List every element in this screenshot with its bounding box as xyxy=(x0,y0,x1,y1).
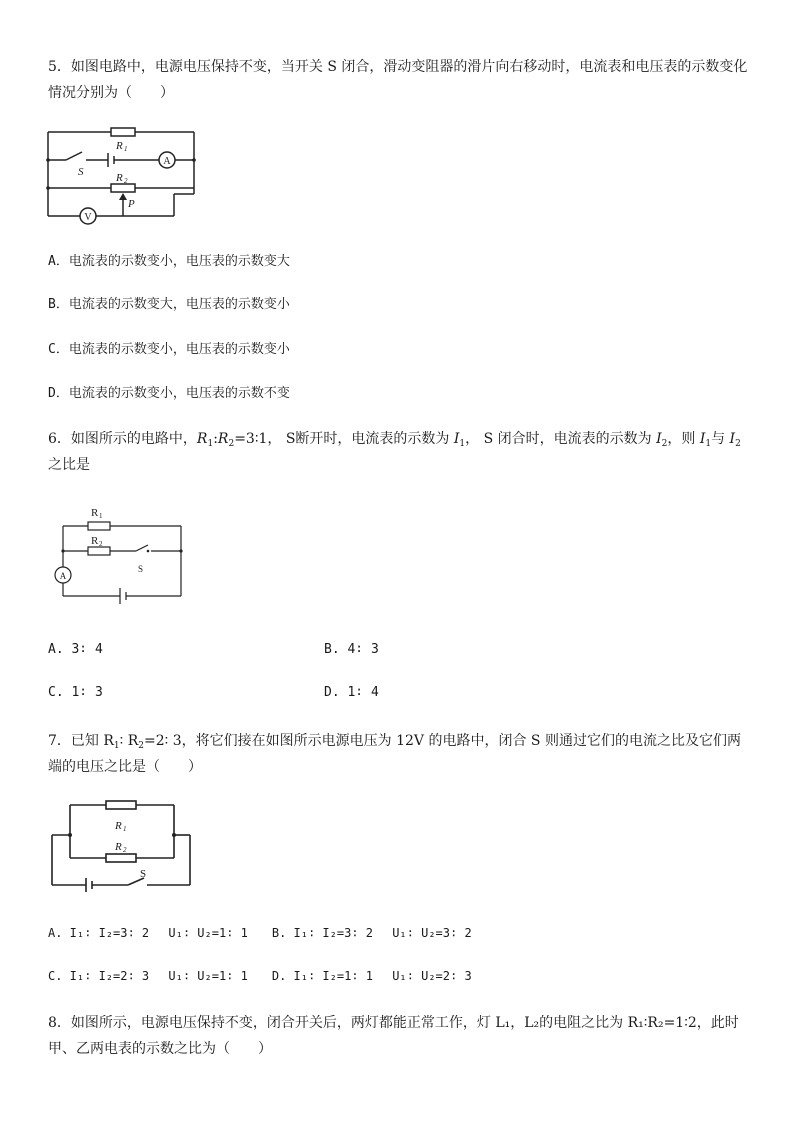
q5-option-a[interactable]: A．电流表的示数变小，电压表的示数变大 xyxy=(48,254,290,269)
q7-label-r1-sub: 1 xyxy=(123,825,127,833)
q6-label-r2: R xyxy=(91,535,99,547)
circuit-diagram-q5 xyxy=(48,122,208,222)
q5-voltmeter-label: V xyxy=(84,212,92,223)
q7-label-r1: R xyxy=(115,820,122,832)
question-7-stem: 7．已知 $R_1∶$ $R_2=2∶$ 3，将它们接在如图所示电源电压为 12V 的电路中，闭合 S 则通过它们的电流之比及它们两端的电压之比是（ ） xyxy=(48,733,741,775)
q6-ammeter-label: A xyxy=(59,571,67,581)
q7-label-r2-sub: 2 xyxy=(123,846,127,854)
circuit-diagram-q7 xyxy=(48,800,198,895)
question-6-stem: 6．如图所示的电路中，$R_1:R_2=3∶1$， S断开时，电流表的示数为 $I_1$， S 闭合时，电流表的示数为 $I_2$，则 $I_1$与 $I_2$之比是 xyxy=(48,431,741,473)
q6-option-a[interactable]: A. 3∶ 4 xyxy=(48,642,103,657)
q6-option-d[interactable]: D. 1∶ 4 xyxy=(324,685,379,700)
q7-option-c-d[interactable]: C. I₁∶ I₂=2∶ 3 U₁∶ U₂=1∶ 1 D. I₁∶ I₂=1∶ 1 U₁∶ U₂=2∶ 3 xyxy=(48,969,472,983)
q5-label-r1: R xyxy=(116,140,123,152)
q6-label-r1-sub: 1 xyxy=(99,512,103,520)
q5-label-r2-sub: 2 xyxy=(124,177,128,185)
q5-label-p: P xyxy=(128,198,135,210)
q5-label-s: S xyxy=(78,166,84,178)
q5-option-d[interactable]: D．电流表的示数变小，电压表的示数不变 xyxy=(48,386,290,401)
q5-label-r1-sub: 1 xyxy=(124,145,128,153)
circuit-diagram-q6 xyxy=(50,504,190,604)
q5-option-b[interactable]: B．电流表的示数变大，电压表的示数变小 xyxy=(48,297,290,312)
q6-label-s: S xyxy=(138,564,144,574)
q5-option-c[interactable]: C．电流表的示数变小，电压表的示数变小 xyxy=(48,342,290,357)
q6-option-b[interactable]: B. 4∶ 3 xyxy=(324,642,379,657)
q7-option-a-b[interactable]: A. I₁∶ I₂=3∶ 2 U₁∶ U₂=1∶ 1 B. I₁∶ I₂=3∶ 2 U₁∶ U₂=3∶ 2 xyxy=(48,926,472,940)
question-8-stem: 8．如图所示，电源电压保持不变，闭合开关后，两灯都能正常工作，灯 L₁，L₂的电阻之比为 R₁∶R₂=1∶2，此时甲、乙两电表的示数之比为（ ） xyxy=(48,1015,739,1057)
q5-label-r2: R xyxy=(116,172,123,184)
q5-ammeter-label: A xyxy=(163,156,171,167)
question-5-stem: 5．如图电路中，电源电压保持不变，当开关 S 闭合，滑动变阻器的滑片向右移动时，电流表和电压表的示数变化情况分别为（ ） xyxy=(48,59,748,101)
q6-label-r2-sub: 2 xyxy=(99,540,103,548)
q7-label-s: S xyxy=(140,868,147,880)
q6-label-r1: R xyxy=(91,507,99,519)
q6-option-c[interactable]: C. 1∶ 3 xyxy=(48,685,103,700)
q7-label-r2: R xyxy=(115,841,122,853)
